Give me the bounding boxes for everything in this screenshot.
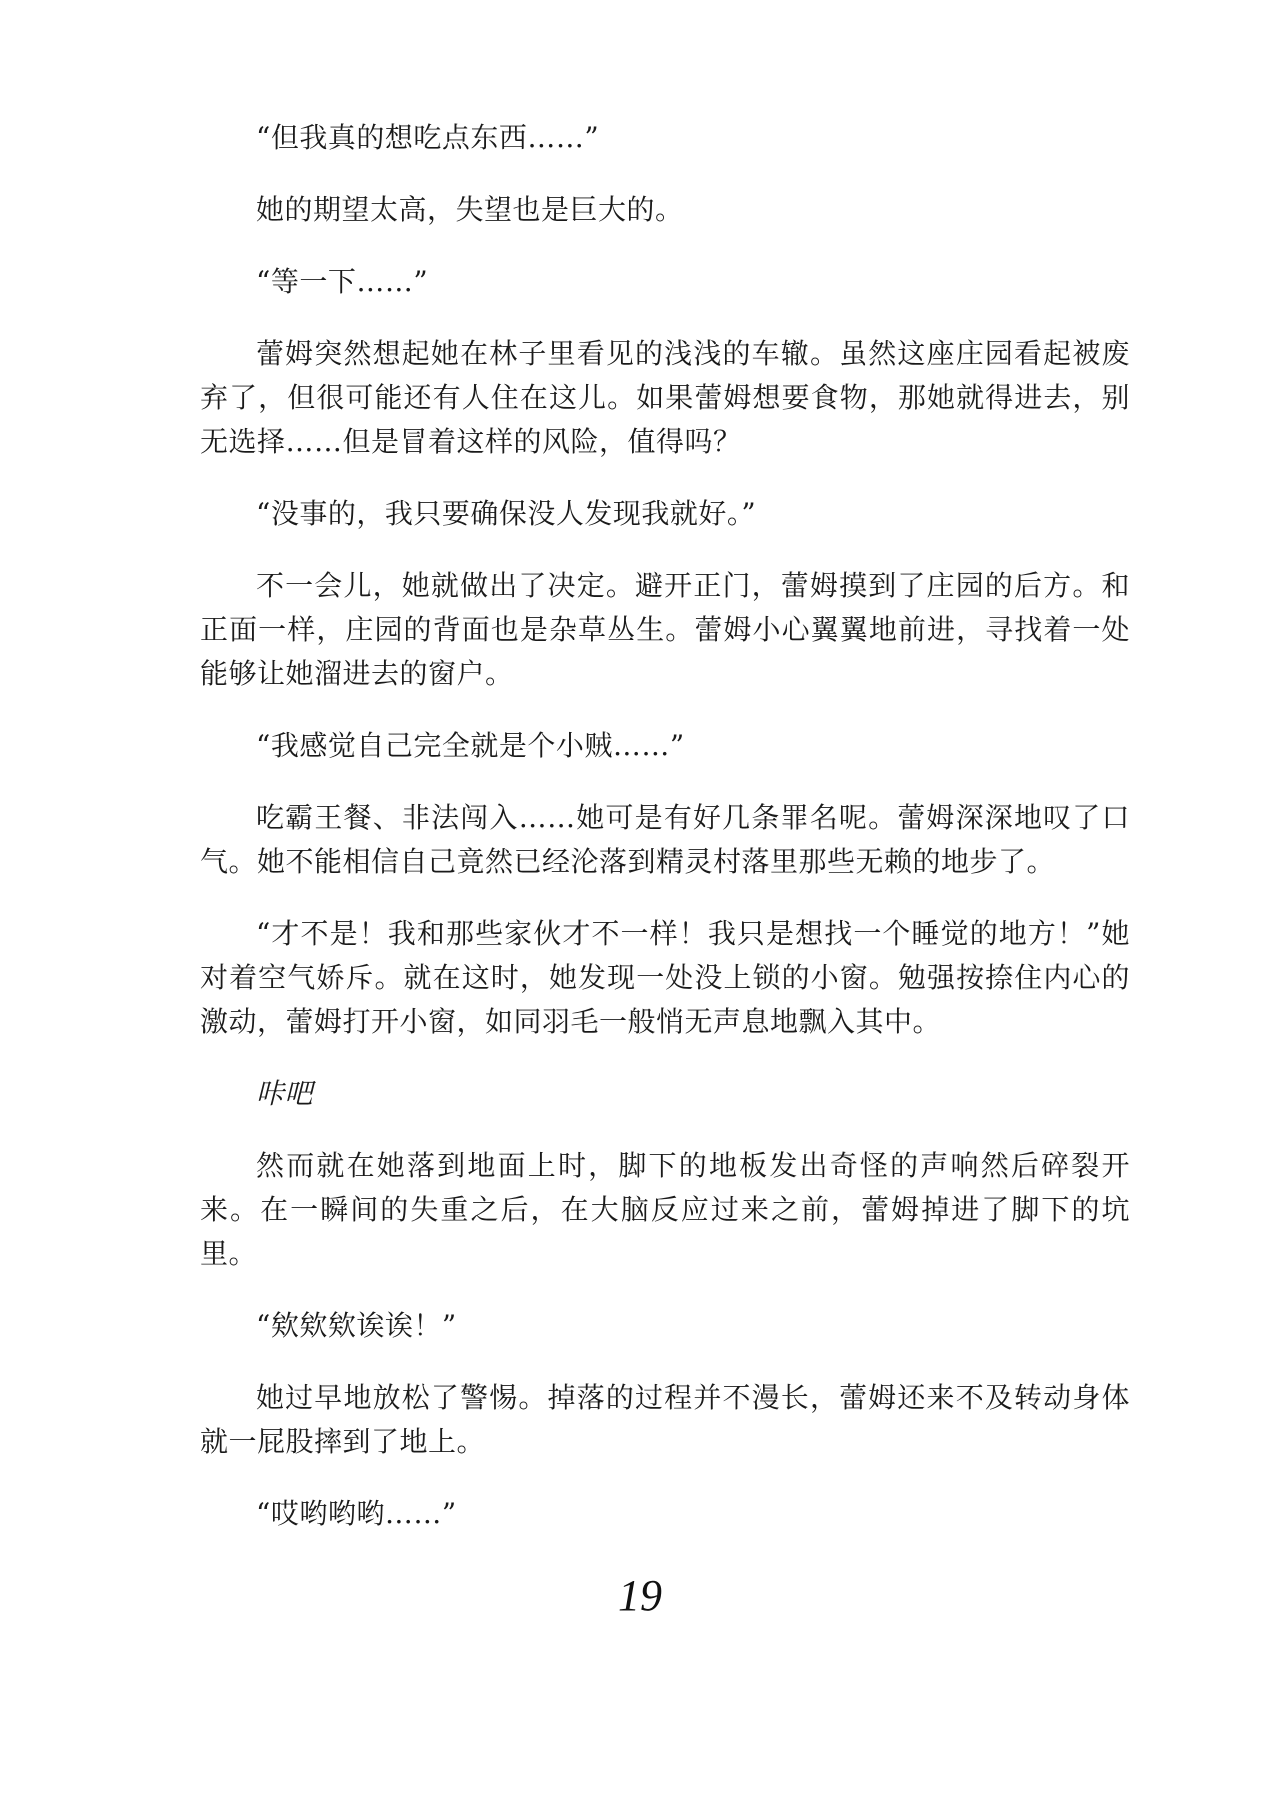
paragraph: “但我真的想吃点东西……” <box>256 121 600 154</box>
paragraph: 她过早地放松了警惕。掉落的过程并不漫长，蕾姆还来不及转动身体就一屁股摔到了地上。 <box>200 1381 1130 1458</box>
paragraph: 吃霸王餐、非法闯入……她可是有好几条罪名呢。蕾姆深深地叹了口气。她不能相信自己竟然已经沦落到精灵村落里那些无赖的地步了。 <box>200 801 1130 878</box>
paragraph: “等一下……” <box>256 265 429 298</box>
paragraph: 然而就在她落到地面上时，脚下的地板发出奇怪的声响然后碎裂开来。在一瞬间的失重之后，在大脑反应过来之前，蕾姆掉进了脚下的坑里。 <box>200 1149 1130 1270</box>
paragraph: “哎哟哟哟……” <box>256 1497 457 1530</box>
paragraph: “我感觉自己完全就是个小贼……” <box>256 729 685 762</box>
page-body <box>200 116 1130 1564</box>
paragraph: 蕾姆突然想起她在林子里看见的浅浅的车辙。虽然这座庄园看起被废弃了，但很可能还有人住在这儿。如果蕾姆想要食物，那她就得进去，别无选择……但是冒着这样的风险，值得吗？ <box>200 337 1130 458</box>
paragraph: 她的期望太高，失望也是巨大的。 <box>256 193 684 226</box>
page-number: 19 <box>618 1571 662 1620</box>
paragraph: “欸欸欸诶诶！” <box>256 1309 457 1342</box>
paragraph: 不一会儿，她就做出了决定。避开正门，蕾姆摸到了庄园的后方。和正面一样，庄园的背面也是杂草丛生。蕾姆小心翼翼地前进，寻找着一处能够让她溜进去的窗户。 <box>200 569 1130 690</box>
sound-effect-paragraph: 咔吧 <box>256 1077 314 1110</box>
paragraph: “没事的，我只要确保没人发现我就好。” <box>256 497 757 530</box>
paragraph: “才不是！我和那些家伙才不一样！我只是想找一个睡觉的地方！”她对着空气娇斥。就在这时，她发现一处没上锁的小窗。勉强按捺住内心的激动，蕾姆打开小窗，如同羽毛一般悄无声息地飘入其中。 <box>200 917 1130 1038</box>
